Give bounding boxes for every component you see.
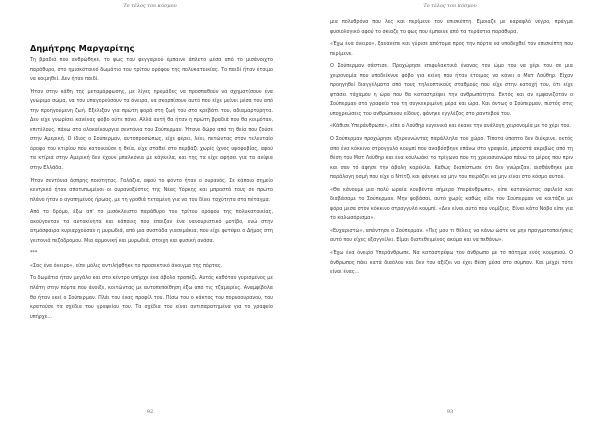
right-page: [300, 0, 600, 424]
paragraph: «Κάθισε Υπεράνθρωπε», είπε ο Λούθηρ ευγενικά και έκανε την ανάλογη χειρονομία με το χέρι του.: [330, 123, 571, 130]
body-text: [330, 18, 573, 281]
paragraph: «Έχω ένα όνειρο», ξανανέπε και γύρισε απότομα προς την πόρτα να υποδεχθεί τον επισκέπτη που περίμενε.: [330, 41, 573, 57]
body-text: [30, 56, 273, 325]
paragraph: «Ευχαριστώ», απάντησε ο Σούπερμαν. «Πες μου τι θέλεις να κάνω ώστε να μην πραγματοποιήσεις αυτό που είχες εξαγγείλει. Είμαι διατεθειμένος ακόμα και να πεθάνω».: [330, 227, 573, 244]
running-head: Το τέλος του κόσμου: [123, 3, 177, 9]
page-number: 93: [446, 409, 454, 415]
paragraph: Το δωμάτιο ήταν μεγάλο και στο κέντρο υπήρχε ένα άβολο τραπέζι. Αυτός καθόταν γυρισμένος με πλάτη στην πόρτα που άνοιξε, κοιτώντας με αυτοπεποίθηση έξω από τις τζαμαρίες. Αναμφίβολα θα ήταν εκεί ο Σούπερμαν. Πλάι του ένας προφίλ του. Πίσω του ο κάκτος του πορνοουρανού, του κρατούσε τα σχέδια του γραφείου του. Τα σχέδια του είναι αντιπαρατημένα για το γραφείο υπήρχε...: [30, 275, 273, 320]
paragraph: Ήταν στην κάθη της μεταμόρφωσης, με λίγες ηρεμάδες να προσπαθούν να σχηματίσουν ένα γνώριμο σώμα, να του υπαγορεύσουν τα όνειρα, να σκορπίσουν αυτό που είχε μείνει μέσα του από την προηγούμενη ζωή. Εξέλιξαν για πρώτη φορά στη ζωή του στο κρεβάτι του, αδιαμαρτύρητα. Δεν είχε γνωρίσει κανένας φόβο ούτε πόνο. Αλλά αυτή θα ήταν η πρώτη βραδιά που θα κοιμόταν, επιτέλους, πάνω στο ολοκαίνουργια σεντόνια του Σούπερμαν. Ήτανε δώρο από τη θεία που ζούσε στην Αμερική. Ο ίδιος ο Σούπερμαν, αυτοπροσώπως, είχε φέρει, λέει, πετώντας στον τελευταίο όροφο του κτιρίου που κατοικούσε η θεία, είχε σταθεί στο περβάζι χωρίς ίχνος υψοφοβίας, αφού τα κτίρια στην Αμερική δεν έχουν μπαλκόνια με κάγκελα, και της τα είχε αφήσει για τα ανίψια στην Ελλάδα.: [30, 88, 273, 172]
paragraph: Ο Σούπερμαν προχώρησε εξερευνώντας παράλληλα τον χώρο. Τίποτα ύποπτο δεν διέκρινε, εκτός από ένα κόκκινο στρογγυλό κουμπί που αναβόσβηνε επάνω στο γραφείο, μπροστά ακριβώς από τη θέση του Ματ Λούθηρ και ένα κουλωάκι το τρίγωνο που τη χρειασιανώρο πάνω το μέρος που πριν και σαν τό άφησε την άβολη καρέκλα. Καθώς διαπίστωσε ότι δεν γνώριζαν, αισθάνθηκε μια παράλογη οσμή που είχε ο Ντίτζι και φάνηκε να μην του πειράζει να μην είναι στο κόσμο αυτού.: [330, 136, 573, 181]
running-head: Το τέλος του κόσμου: [423, 3, 477, 9]
paragraph: Ο Σούπερμαν σάστισε. Προχώρησε επιφυλακτικά ένανας τον ώμο του να χέρι του σε μια χειρονομία που υποδείκνυε φόβο για κείνη που ήταν έτοιμος να κάνει ο Ματ Λούθηρ. Είχαν προηγηθεί διαγγέλματα από τους τηλεοπτικούς σταθμούς που είχε στην κατοχή του, ότι είχε φτάσει τάχαμου η ώρα που θα καταστρέψει την ανθρωπότητα. Εκτός και αν εμφανιζόταν ο Σούπερμαν στο γραφείο του τη συγκεκριμένη μέρα και ώρα. Και όντως ο Σούπερμαν, πιστός στις υποχρεώσεις του ανθρώπινου είδους, φάνηκε εγγλέζος στο ραντεβού του.: [330, 63, 573, 117]
chapter-title: Δημήτρης Μαργαρίτης: [30, 43, 135, 53]
paragraph: Ήταν σεντόνια άσπρης ποιότητας. Γαλάζια, αφού το φόντο ήταν ο ουρανός. Σε κάποιο σημείο κεντρικό ήταν αποτυπωμένοι οι ουρανοξύστες της Νέας Υόρκης και μπροστά τους σε πρώτο πλάνο ήταν ο αγαπημένος ήρωας, με τη γροθιά τεταμένη για να του δίνει ταχύτητα στο πέταγμα.: [30, 177, 273, 203]
paragraph: Από το δρόμο, έξω απ' το μισόκλειστο παράθυρο του τρίτου ορόφου της πολυκατοικίας, ακούγονταν τα αυτοκίνητα και κάποιες που έπαιζαν ένα νανουριστικό μοτίβο, ενώ στην ατμόσφαιρα κυριαρχούσαν η μυρωδιά, από μια συστάδα γιασεμάκια, που είχε φυτέψει ο Δήμος στη γειτονιά πεζόδρομου. Μια αρμονική και μυρωδιά, στοιχη και φυσική ανάσα.: [30, 209, 273, 244]
page-number: 92: [146, 409, 154, 415]
scene-break: ***: [30, 250, 38, 257]
paragraph: «Θα κάνουμε μια πολύ ωραία κουβέντα σήμερα Υπεράνθρωπε», είπε κατανώντας αφιλείσ και διαβάσαμε το Σούπερμαν. Μην φοβάσαι, αυτό χωρίς καθώς είδε τον Σούπερμαν να κοιτάζει με φόρα μεσα στον κόκκινο στρογγυλό κουμπί. «Δεν είναι αυτό που νομίζεις. Είναι κάτο Νόβο είπε για το καλωσόρισμα».: [330, 186, 573, 222]
paragraph: μια πολυθρόνα που λες και περίμενε τον επισκέπτη. Εμοιαζε με καραφλό νέγρο, πράγμα φυσιολογικό αφού το σκιαζε το φως που έμπαινε από τα τεράστια παράθυρα.: [330, 19, 573, 35]
paragraph: Τη βραδιά που ανθρώθηκε, το φως του φεγγαριού έμπαινε άπλετο μέσα από το μισάνοιχτο παράθυρο, στο ημισκόταινό δωμάτιο του τρίτου ορόφου της πολυκατοικίας. Το παιδί ήταν έτοιμο να κοιμηθεί. Δεν ήταν παιδί.: [30, 57, 273, 83]
paragraph: «Σας ένα όνειρο», είπε μόλις αντιλήφθηκε το προσεκτικό άνοιγμα της πόρτας.: [30, 262, 223, 269]
paragraph: «Έχω ένα όνειρο Υπεράνθρωπε. Να καταστρέψω τον άνθρωπο με το πάτημα ενός κουμπιού. Ο άνθρωπος πάει κατά διαόλου και δεν του αξίζει να έχει θέση μέσα στο σύμπαν. Και μέχρι τότε είναι ένας...: [330, 250, 573, 276]
